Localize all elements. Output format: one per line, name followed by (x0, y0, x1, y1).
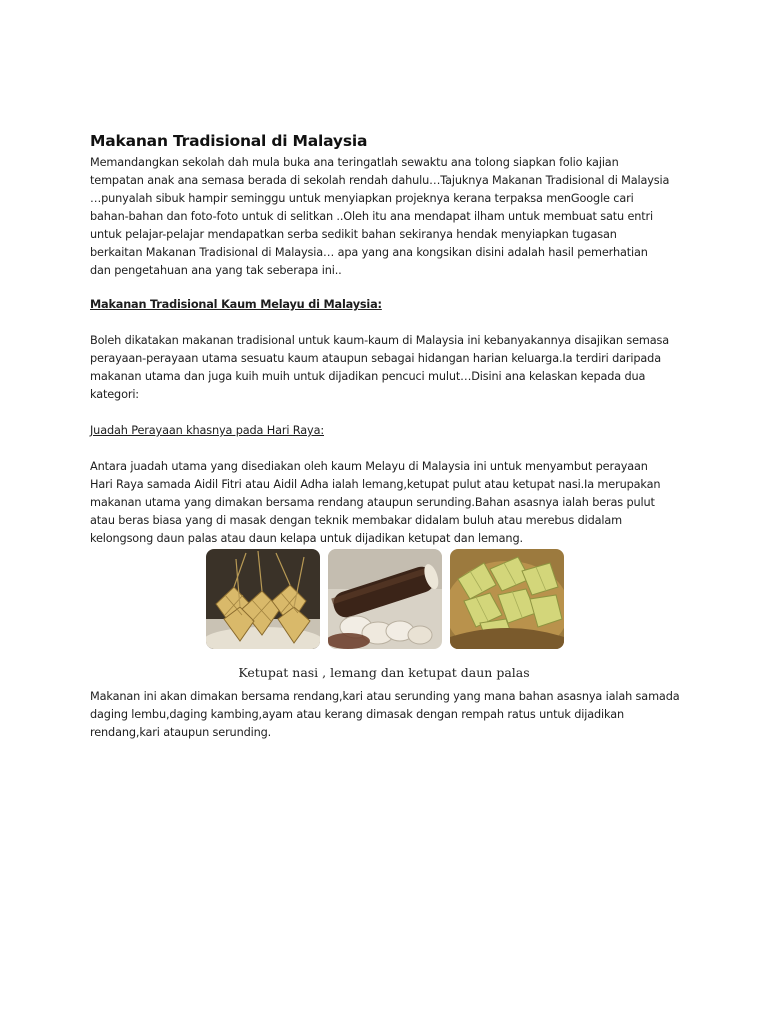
spacer (90, 404, 690, 422)
juadah-line: Hari Raya samada Aidil Fitri atau Aidil Adha ialah lemang,ketupat pulut atau ketupat nasi.Ia merupakan (90, 478, 661, 491)
ketupat-nasi-image (206, 549, 320, 649)
juadah-line: makanan utama yang dimakan bersama rendang ataupun serunding.Bahan asasnya ialah beras pulut (90, 496, 655, 509)
sub-heading: Juadah Perayaan khasnya pada Hari Raya: (90, 424, 324, 437)
photo-caption: Ketupat nasi , lemang dan ketupat daun palas (238, 665, 530, 680)
intro-paragraph (90, 154, 690, 280)
section-line: makanan utama dan juga kuih muih untuk dijadikan pencuci mulut…Disini ana kelaskan kepada dua (90, 370, 646, 383)
spacer (90, 314, 690, 332)
juadah-paragraph (90, 458, 690, 548)
ketupat-daun-palas-image (450, 549, 564, 649)
intro-line: …punyalah sibuk hampir seminggu untuk menyiapkan projeknya kerana terpaksa menGoogle cari (90, 192, 634, 205)
intro-line: berkaitan Makanan Tradisional di Malaysia… apa yang ana kongsikan disini adalah hasil pemerhatian (90, 246, 648, 259)
juadah-line: atau beras biasa yang di masak dengan teknik membakar didalam buluh atau merebus didalam (90, 514, 622, 527)
document-body (90, 130, 690, 548)
page-title: Makanan Tradisional di Malaysia (90, 132, 368, 150)
section-line: Boleh dikatakan makanan tradisional untuk kaum-kaum di Malaysia ini kebanyakannya disajikan semasa (90, 334, 669, 347)
intro-line: Memandangkan sekolah dah mula buka ana teringatlah sewaktu ana tolong siapkan folio kajian (90, 156, 619, 169)
ketupat-daun-palas-photo (450, 549, 564, 649)
juadah-line: Antara juadah utama yang disediakan oleh kaum Melayu di Malaysia ini untuk menyambut perayaan (90, 460, 648, 473)
section-line: kategori: (90, 388, 139, 401)
section-line: perayaan-perayaan utama sesuatu kaum ataupun sebagai hidangan harian keluarga.Ia terdiri daripada (90, 352, 661, 365)
ketupat-nasi-photo (206, 549, 320, 649)
lemang-image (328, 549, 442, 649)
section-paragraph (90, 332, 690, 404)
spacer (90, 440, 690, 458)
juadah-line: kelongsong daun palas atau daun kelapa untuk dijadikan ketupat dan lemang. (90, 532, 523, 545)
intro-line: bahan-bahan dan foto-foto untuk di selitkan ..Oleh itu ana mendapat ilham untuk membuat satu entri (90, 210, 654, 223)
closing-line: daging lembu,daging kambing,ayam atau kerang dimasak dengan rempah ratus untuk dijadikan (90, 708, 624, 721)
closing-paragraph (90, 688, 690, 742)
intro-line: dan pengetahuan ana yang tak seberapa ini.. (90, 264, 342, 277)
closing-line: Makanan ini akan dimakan bersama rendang,kari atau serunding yang mana bahan asasnya ialah samada (90, 690, 680, 703)
lemang-photo (328, 549, 442, 649)
intro-line: untuk pelajar-pelajar mendapatkan serba sedikit bahan sekiranya hendak menyiapkan tugasan (90, 228, 617, 241)
section-heading: Makanan Tradisional Kaum Melayu di Malaysia: (90, 298, 382, 311)
food-photo-strip (206, 549, 564, 649)
intro-line: tempatan anak ana semasa berada di sekolah rendah dahulu…Tajuknya Makanan Tradisional di Malaysia (90, 174, 670, 187)
closing-line: rendang,kari ataupun serunding. (90, 726, 272, 739)
